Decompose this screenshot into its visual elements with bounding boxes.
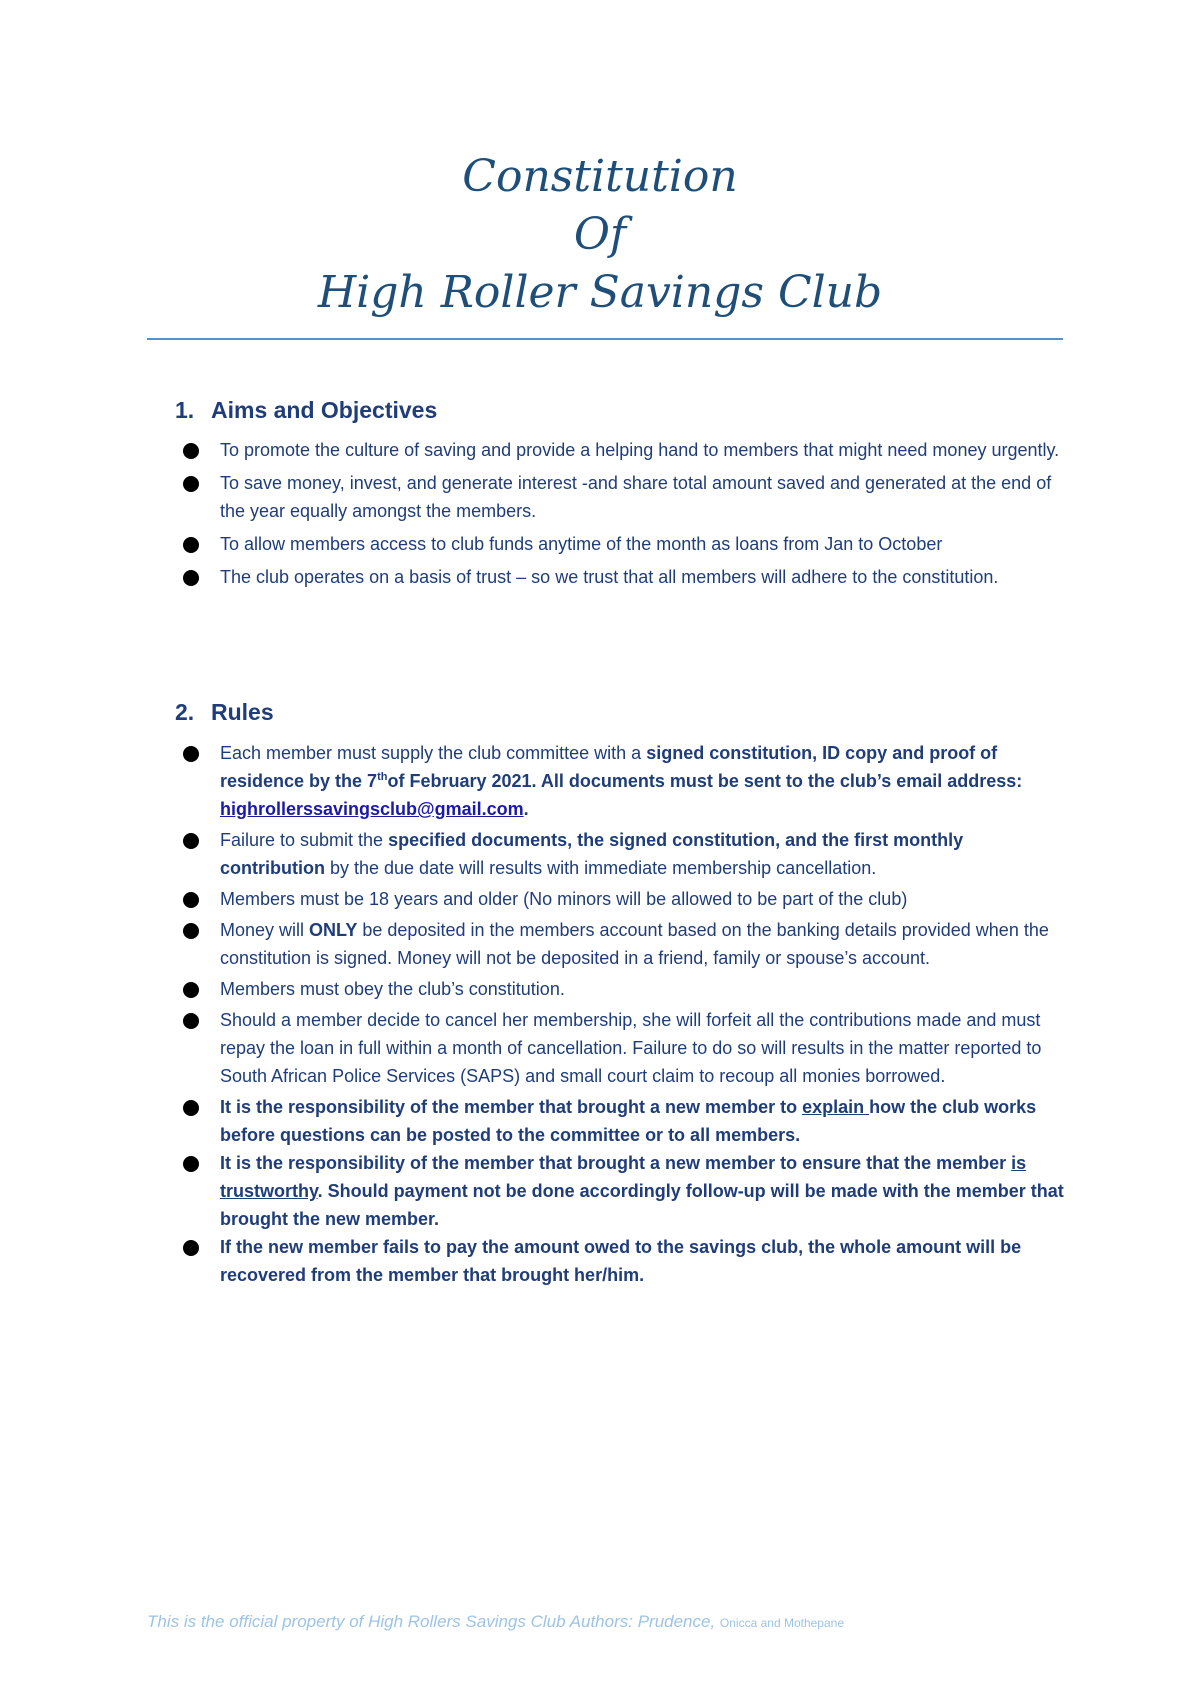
list-item: It is the responsibility of the member that brought a new member to ensure that the member is trustworthy. Should payment not be done accordingly follow-up will be made with the member that brought the new member. <box>183 1149 1073 1233</box>
bullet-icon <box>183 570 199 586</box>
section-title: Rules <box>211 699 274 725</box>
footer-authors: Onicca and Mothepane <box>719 1616 845 1630</box>
bullet-icon <box>183 892 199 908</box>
list-item: Members must be 18 years and older (No minors will be allowed to be part of the club) <box>183 885 1073 913</box>
section-heading-rules <box>175 699 274 726</box>
bullet-icon <box>183 982 199 998</box>
section-title: Aims and Objectives <box>211 397 438 423</box>
list-item: If the new member fails to pay the amount owed to the savings club, the whole amount will be recovered from the member that brought her/him. <box>183 1233 1073 1289</box>
list-item: The club operates on a basis of trust – so we trust that all members will adhere to the constitution. <box>183 563 1073 591</box>
list-item: Each member must supply the club committee with a signed constitution, ID copy and proof of residence by the 7thof February 2021. All documents must be sent to the club’s email address: highrollerssavingsclub@gmail.com. <box>183 739 1073 823</box>
title-line-2: Of <box>573 209 627 260</box>
bullet-icon <box>183 443 199 459</box>
bullet-icon <box>183 476 199 492</box>
list-item: To promote the culture of saving and provide a helping hand to members that might need money urgently. <box>183 436 1073 464</box>
bullet-icon <box>183 1100 199 1116</box>
section-number: 2. <box>175 699 195 725</box>
list-item: Money will ONLY be deposited in the members account based on the banking details provided when the constitution is signed. Money will not be deposited in a friend, family or spouse’s account. <box>183 916 1073 972</box>
bullet-icon <box>183 1156 199 1172</box>
list-item: Should a member decide to cancel her membership, she will forfeit all the contributions made and must repay the loan in full within a month of cancellation. Failure to do so will results in the matter reported to South African Police Services (SAPS) and small court claim to recoup all monies borrowed. <box>183 1006 1073 1090</box>
title-line-1: Constitution <box>462 151 738 202</box>
title-line-3: High Roller Savings Club <box>317 267 883 318</box>
list-item: Failure to submit the specified documents, the signed constitution, and the first monthly contribution by the due date will results with immediate membership cancellation. <box>183 826 1073 882</box>
aims-list <box>183 436 1073 591</box>
bullet-icon <box>183 746 199 762</box>
list-item: To allow members access to club funds anytime of the month as loans from Jan to October <box>183 530 1073 558</box>
bullet-icon <box>183 923 199 939</box>
bullet-icon <box>183 833 199 849</box>
list-item: Members must obey the club’s constitution. <box>183 975 1073 1003</box>
email-link[interactable]: highrollerssavingsclub@gmail.com <box>220 799 524 819</box>
bullet-icon <box>183 537 199 553</box>
list-item: To save money, invest, and generate interest -and share total amount saved and generated at the end of the year equally amongst the members. <box>183 469 1073 525</box>
page-footer <box>147 1612 844 1632</box>
footer-text: This is the official property of High Rollers Savings Club Authors: Prudence, <box>147 1612 720 1631</box>
rules-list <box>183 739 1073 1289</box>
bullet-icon <box>183 1240 199 1256</box>
bullet-icon <box>183 1013 199 1029</box>
section-number: 1. <box>175 397 195 423</box>
list-item: It is the responsibility of the member that brought a new member to explain how the club works before questions can be posted to the committee or to all members. <box>183 1093 1073 1149</box>
document-title <box>0 148 1200 322</box>
title-divider <box>147 338 1063 340</box>
section-heading-aims <box>175 397 437 424</box>
